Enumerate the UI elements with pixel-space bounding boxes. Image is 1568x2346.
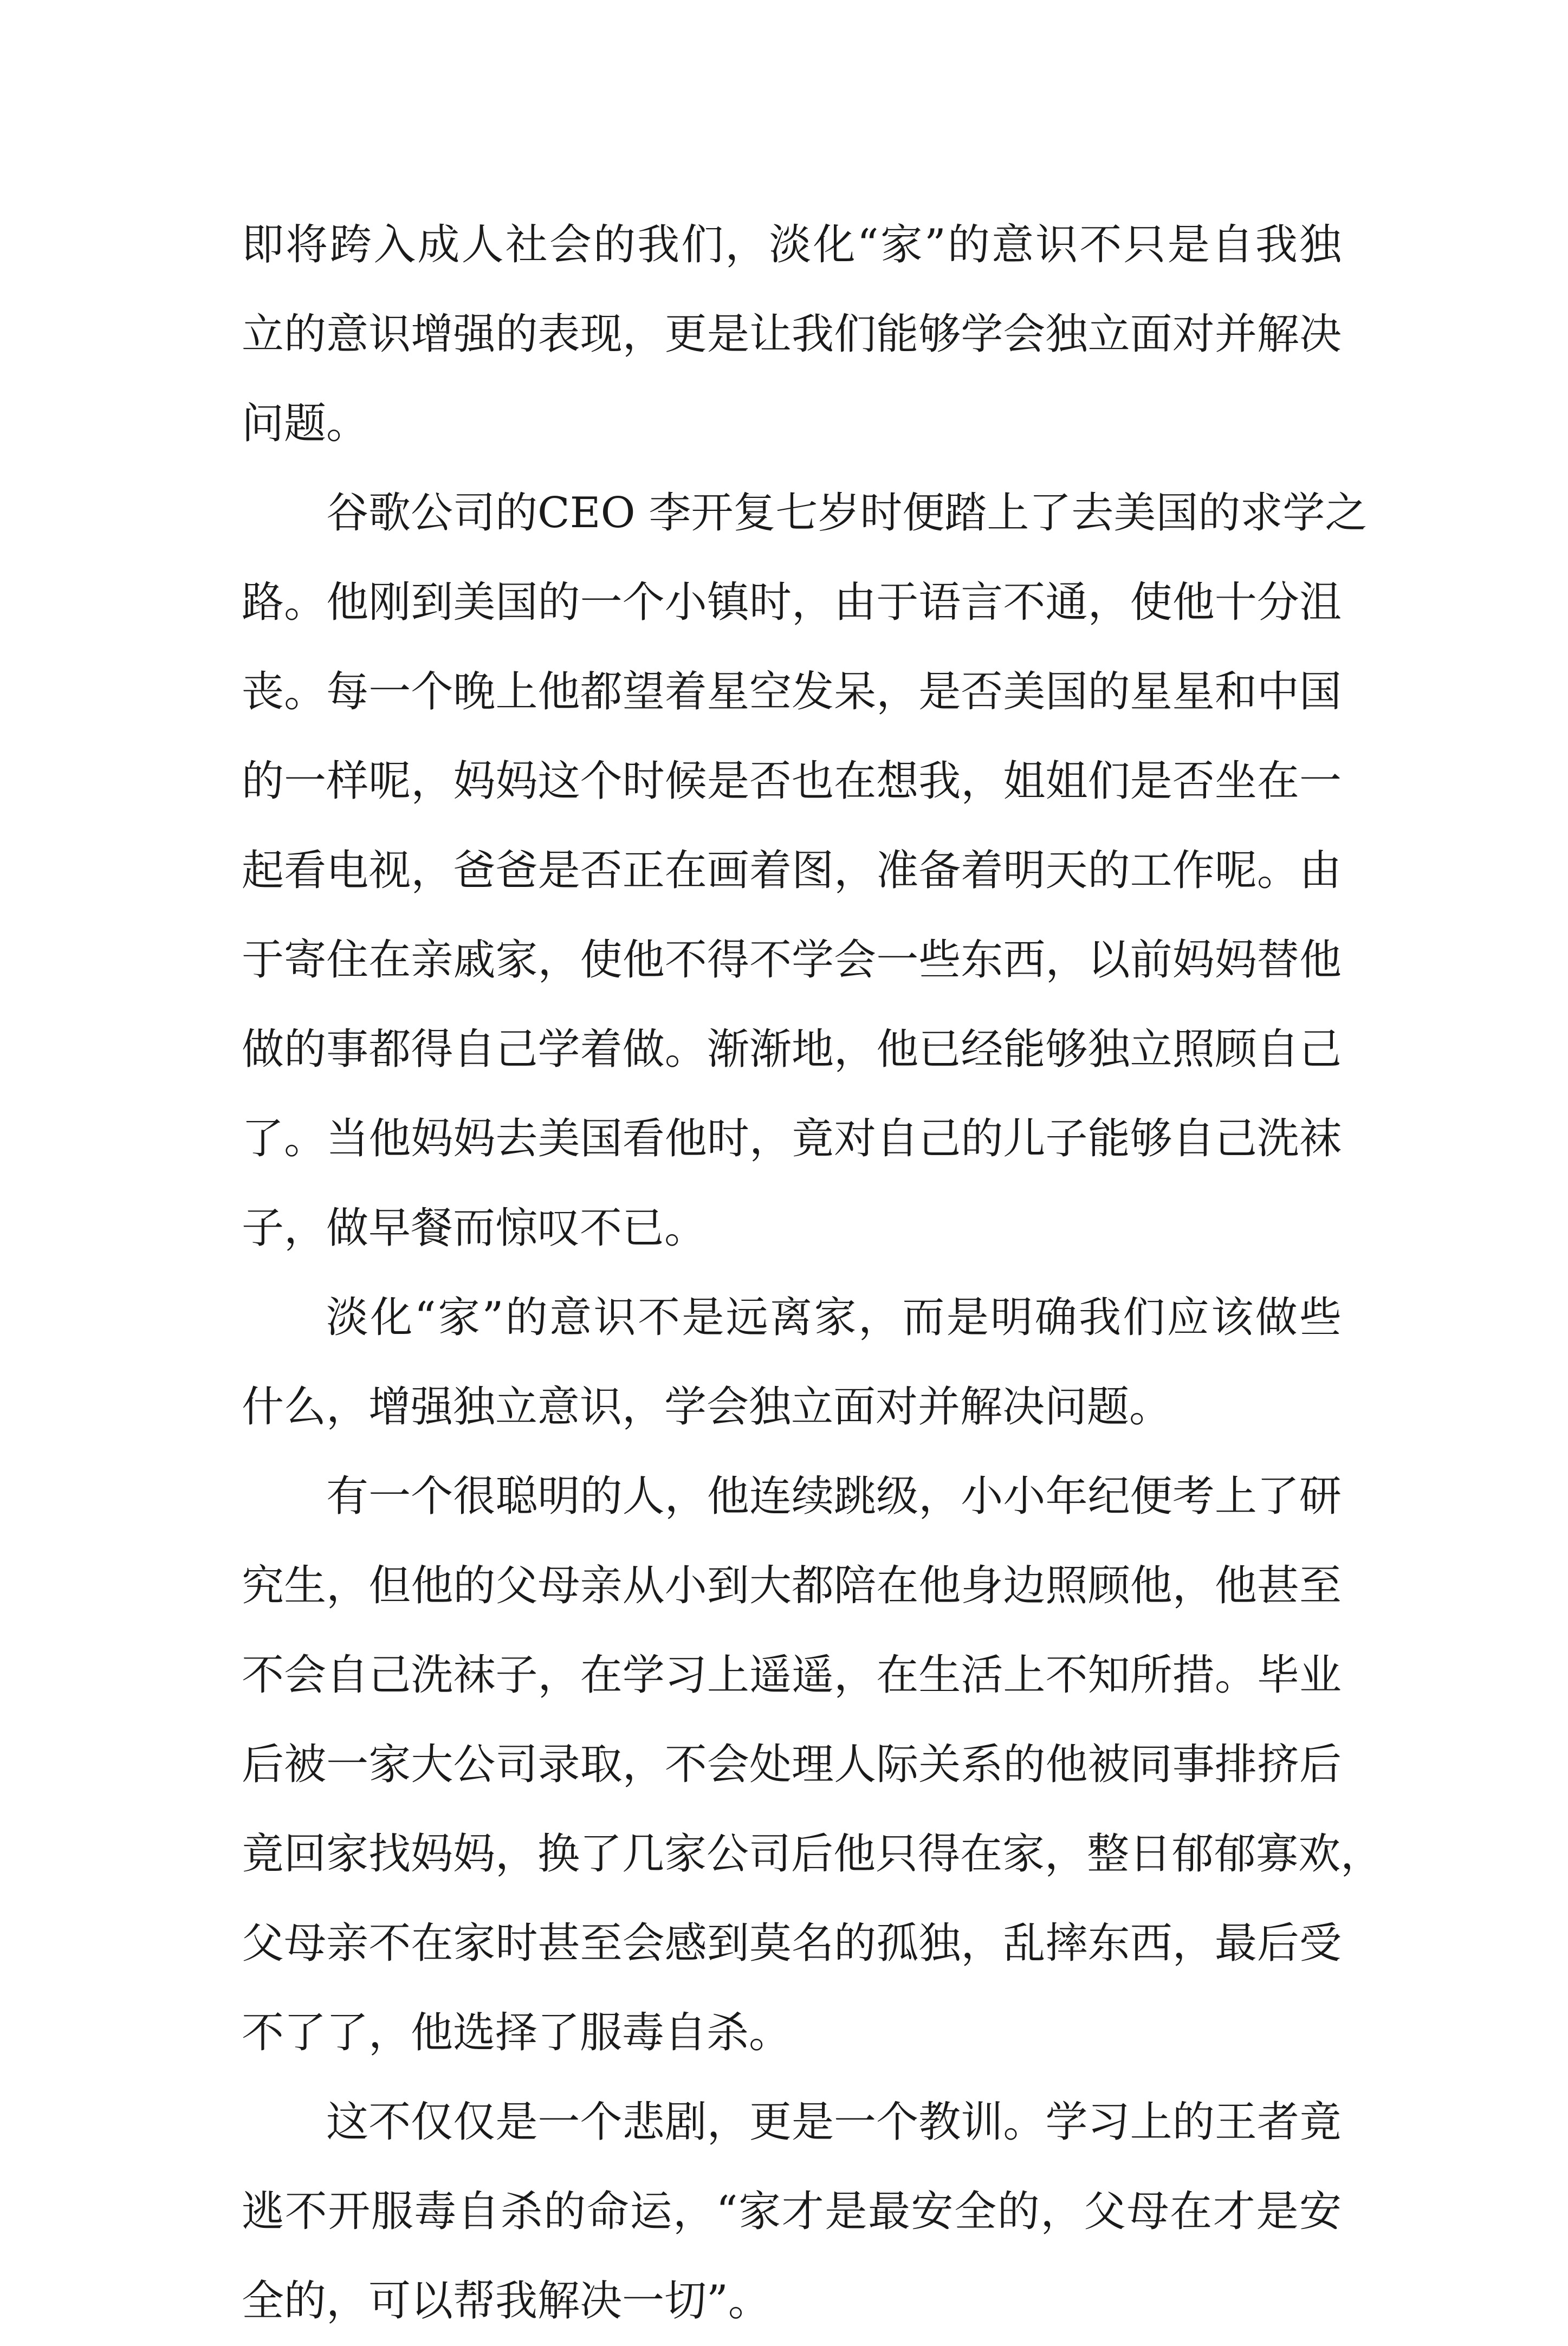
text-line: 于寄住在亲戚家，使他不得不学会一些东西，以前妈妈替他	[242, 936, 1342, 984]
paragraph-2	[242, 469, 1368, 1273]
text-line: 逃不开服毒自杀的命运，“家才是最安全的，父母在才是安	[242, 2187, 1342, 2236]
document-body	[242, 200, 1383, 2346]
text-line: 问题。	[242, 399, 369, 448]
text-line: 父母亲不在家时甚至会感到莫名的孤独，乱摔东西，最后受	[242, 1919, 1342, 1968]
text-line: 什么，增强独立意识，学会独立面对并解决问题。	[242, 1383, 1172, 1431]
text-line: 淡化“家”的意识不是远离家，而是明确我们应该做些	[326, 1293, 1342, 1342]
text-line: 后被一家大公司录取，不会处理人际关系的他被同事排挤后	[242, 1740, 1342, 1789]
text-line: 不会自己洗袜子，在学习上遥遥，在生活上不知所措。毕业	[242, 1651, 1342, 1700]
text-line: 了。当他妈妈去美国看他时，竟对自己的儿子能够自己洗袜	[242, 1114, 1342, 1163]
text-line: 这不仅仅是一个悲剧，更是一个教训。学习上的王者竟	[326, 2098, 1342, 2147]
text-line: 全的，可以帮我解决一切”。	[242, 2277, 770, 2325]
text-line: 不了了，他选择了服毒自杀。	[242, 2008, 792, 2057]
paragraph-3	[242, 1273, 1342, 1452]
text-line: 路。他刚到美国的一个小镇时，由于语言不通，使他十分沮	[242, 578, 1342, 627]
text-line: 的一样呢，妈妈这个时候是否也在想我，姐姐们是否坐在一	[242, 757, 1342, 806]
paragraph-1	[242, 200, 1342, 469]
text-line: 子，做早餐而惊叹不已。	[242, 1204, 707, 1253]
text-line: 究生，但他的父母亲从小到大都陪在他身边照顾他，他甚至	[242, 1561, 1342, 1610]
text-line: 有一个很聪明的人，他连续跳级，小小年纪便考上了研	[326, 1472, 1342, 1521]
text-line: 即将跨入成人社会的我们，淡化“家”的意识不只是自我独	[242, 221, 1342, 269]
text-line: 竟回家找妈妈，换了几家公司后他只得在家，整日郁郁寡欢，	[242, 1830, 1383, 1878]
text-line: 谷歌公司的CEO 李开复七岁时便踏上了去美国的求学之	[326, 489, 1368, 537]
paragraph-4	[242, 1452, 1383, 2078]
text-line: 立的意识增强的表现，更是让我们能够学会独立面对并解决	[242, 310, 1342, 359]
text-line: 丧。每一个晚上他都望着星空发呆，是否美国的星星和中国	[242, 667, 1342, 716]
paragraph-5	[242, 2078, 1342, 2346]
text-line: 做的事都得自己学着做。渐渐地，他已经能够独立照顾自己	[242, 1025, 1342, 1074]
text-line: 起看电视，爸爸是否正在画着图，准备着明天的工作呢。由	[242, 846, 1342, 895]
